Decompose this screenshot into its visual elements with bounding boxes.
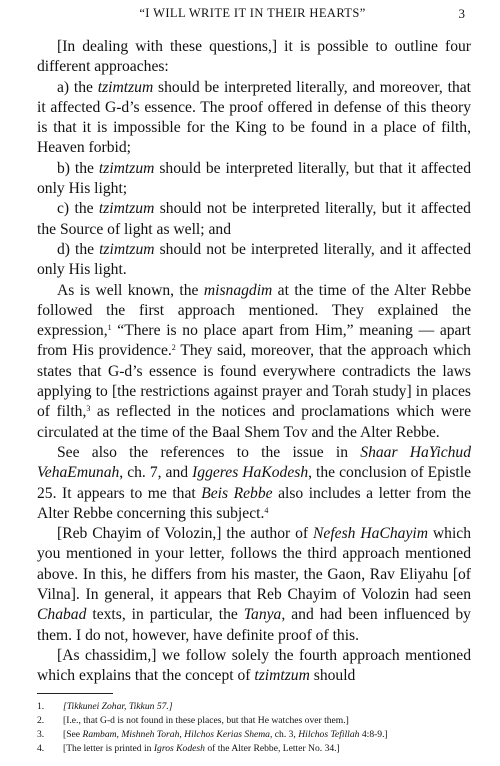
text-run: d) the — [57, 240, 100, 258]
text-run: “There is no place apart from Him,” meaning — apart from His providence. — [37, 322, 471, 360]
text-run: c) the — [57, 200, 99, 218]
text-run: of the Alter Rebbe, Letter No. 34.] — [204, 743, 340, 754]
text-run: also includes a letter from the Alter Rebbe concerning this subject. — [37, 484, 471, 522]
text-run: ch. 3, — [272, 729, 299, 740]
text-run: texts, in particular, the — [86, 606, 244, 624]
italic-text: Rambam, Mishneh Torah, Hilchos Kerias Shema, — [82, 729, 273, 740]
footnote — [37, 700, 471, 714]
footnote-ref: 1 — [107, 323, 112, 333]
italic-text: Shaar HaYichud VehaEmunah — [37, 443, 472, 482]
paragraph — [37, 37, 471, 78]
text-run: should — [309, 667, 356, 685]
paragraph — [37, 240, 471, 281]
text-run: should be interpreted literally, and moreover, that it affected G-d’s essence. The proof offered in defense of this theory is that it is impossible for the King to be found in a place of filth, Heaven forbid; — [37, 78, 472, 157]
text-run: b) the — [57, 159, 99, 177]
italic-text: Beis Rebbe — [201, 484, 273, 502]
footnote — [37, 714, 471, 728]
text-run: , ch. 7, and — [119, 464, 193, 482]
italic-text: Chabad — [37, 606, 87, 624]
text-run: at the time of the Alter Rebbe followed the first approach mentioned. They explained the expression, — [37, 281, 472, 340]
footnotes — [37, 700, 471, 756]
italic-text: misnagdim — [203, 281, 273, 299]
paragraph — [37, 159, 471, 200]
body-text — [37, 37, 471, 687]
page-header — [60, 6, 465, 26]
text-run: , the conclusion of Epistle 25. It appears to me that — [37, 464, 471, 502]
italic-text: Nefesh HaChayim — [313, 525, 428, 543]
text-run: [In dealing with these questions,] it is possible to outline four different approaches: — [37, 38, 471, 76]
footnote-text — [63, 714, 471, 728]
italic-text: tzimtzum — [254, 667, 310, 685]
text-run: 4:8-9.] — [359, 729, 388, 740]
text-run: As is well known, the — [57, 281, 204, 299]
footnote-ref: 2 — [171, 343, 176, 353]
text-run: They said, moreover, that the approach which states that G-d’s essence is found everywhere contradicts the laws applying to [the restrictions against prayer and Torah study] in places of filth, — [37, 342, 471, 421]
italic-text: Igros Kodesh — [153, 743, 205, 754]
footnote — [37, 728, 471, 742]
text-run: as reflected in the notices and proclamations which were circulated at the time of the Baal Shem Tov and the Alter Rebbe. — [37, 403, 471, 441]
footnote-text — [63, 742, 471, 756]
italic-text: Tanya, — [243, 606, 286, 624]
italic-text: Hilchos Tefillah — [298, 729, 360, 740]
footnote — [37, 742, 471, 756]
text-run: [Reb Chayim of Volozin,] the author of — [57, 525, 314, 543]
text-run: which you mentioned in your letter, follows the third approach mentioned above. In this, he differs from his master, the Gaon, Rav Eliyahu [of Vilna]. In general, it appears that Reb Chayim of Volozin had seen — [37, 525, 471, 604]
footnote-ref: 4 — [264, 505, 269, 515]
footnote-ref: 3 — [86, 404, 91, 414]
paragraph — [37, 281, 471, 443]
paragraph — [37, 443, 471, 524]
text-run: a) the — [57, 78, 98, 96]
footnote-text — [63, 728, 471, 742]
italic-text: tzimtzum — [99, 240, 155, 258]
text-run: should not be interpreted literally, but it affected the Source of light as well; and — [37, 200, 471, 238]
text-run: [See — [63, 729, 83, 740]
footnote-text — [63, 700, 471, 714]
italic-text: 57.] — [154, 701, 173, 712]
paragraph — [37, 646, 471, 687]
text-run: [I.e., that G-d is not found in these places, but that He watches over them.] — [63, 715, 349, 726]
running-title: “I WILL WRITE IT IN THEIR HEARTS” — [139, 6, 366, 20]
footnote-number: 4. — [37, 743, 45, 754]
text-run: should not be interpreted literally, and it affected only His light. — [37, 240, 471, 279]
text-run: should be interpreted literally, but that it affected only His light; — [37, 159, 471, 198]
page-number: 3 — [458, 6, 465, 21]
paragraph — [37, 199, 471, 240]
italic-text: [Tikkunei Zohar, Tikkun — [63, 701, 155, 712]
text-run: and had been influenced by them. I do not, however, have definite proof of this. — [37, 606, 471, 644]
paragraph — [37, 524, 471, 646]
footnote-number: 3. — [37, 729, 45, 740]
paragraph — [37, 78, 471, 159]
text-run: [As chassidim,] we follow solely the fourth approach mentioned which explains that the concept of — [37, 646, 471, 685]
italic-text: tzimtzum — [98, 159, 155, 177]
italic-text: Iggeres HaKodesh — [192, 464, 309, 482]
text-run: [The letter is printed in — [63, 743, 154, 754]
italic-text: tzimtzum — [97, 78, 154, 96]
footnote-divider — [37, 693, 113, 694]
footnote-number: 2. — [37, 715, 45, 726]
text-run: See also the references to the issue in — [57, 443, 361, 461]
footnote-number: 1. — [37, 701, 45, 712]
italic-text: tzimtzum — [98, 200, 155, 218]
